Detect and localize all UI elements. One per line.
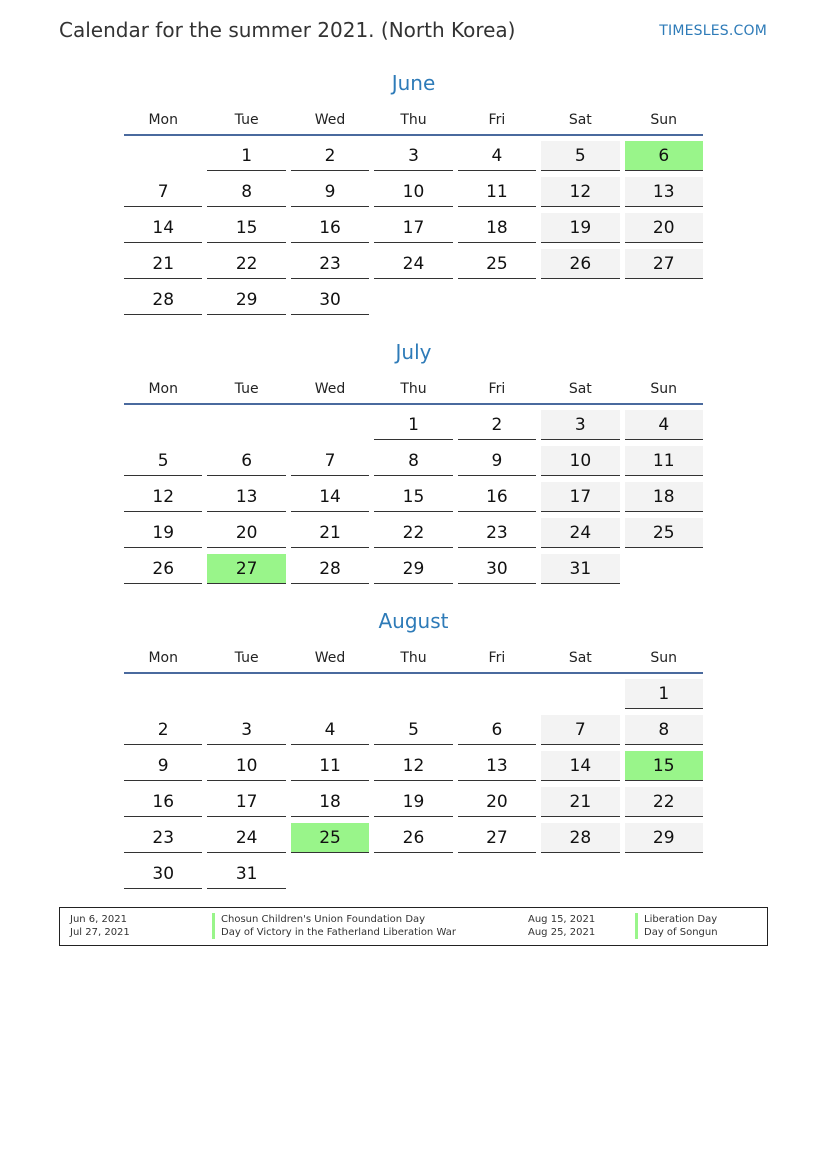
day-cell: 19 <box>541 213 619 243</box>
day-cell: 12 <box>541 177 619 207</box>
page-title: Calendar for the summer 2021. (North Korea) <box>59 18 516 42</box>
weekday-header-row <box>124 377 703 401</box>
day-cell: 16 <box>124 787 202 817</box>
day-cell: 23 <box>124 823 202 853</box>
day-cell: 27 <box>458 823 536 853</box>
day-cell: 24 <box>207 823 285 853</box>
header-divider <box>124 134 703 136</box>
weekday-label: Thu <box>400 650 427 666</box>
weekday-label: Mon <box>148 112 178 128</box>
month-august <box>124 607 703 895</box>
week-row <box>124 751 703 782</box>
day-cell: 30 <box>458 554 536 584</box>
week-row <box>124 715 703 746</box>
day-cell: 23 <box>458 518 536 548</box>
empty-day-cell <box>124 679 202 708</box>
legend-holiday-name: Day of Victory in the Fatherland Liberation War <box>212 926 456 939</box>
week-row <box>124 177 703 208</box>
day-cell: 21 <box>541 787 619 817</box>
day-cell: 15 <box>207 213 285 243</box>
day-cell-holiday: 15 <box>625 751 703 781</box>
week-row <box>124 554 703 585</box>
day-cell: 1 <box>374 410 452 440</box>
day-cell: 10 <box>207 751 285 781</box>
weekday-label: Mon <box>148 381 178 397</box>
week-row <box>124 141 703 172</box>
week-row <box>124 482 703 513</box>
header-divider <box>124 403 703 405</box>
day-cell: 22 <box>374 518 452 548</box>
day-cell: 5 <box>541 141 619 171</box>
holiday-legend <box>59 907 768 946</box>
weekday-label: Sat <box>568 381 592 397</box>
day-cell: 29 <box>207 285 285 315</box>
empty-day-cell <box>458 679 536 708</box>
week-row <box>124 249 703 280</box>
day-cell: 17 <box>207 787 285 817</box>
day-cell: 5 <box>124 446 202 476</box>
weekday-label: Fri <box>488 112 506 128</box>
month-june <box>124 69 703 321</box>
day-cell: 20 <box>458 787 536 817</box>
week-row <box>124 446 703 477</box>
day-cell-holiday: 27 <box>207 554 285 584</box>
weekday-label: Sun <box>650 112 678 128</box>
day-cell: 7 <box>124 177 202 207</box>
day-cell: 1 <box>207 141 285 171</box>
day-cell: 4 <box>458 141 536 171</box>
legend-date: Jul 27, 2021 <box>70 927 130 938</box>
weekday-label: Tue <box>234 112 259 128</box>
weekday-label: Tue <box>234 650 259 666</box>
day-cell: 25 <box>625 518 703 548</box>
day-cell: 14 <box>124 213 202 243</box>
week-row <box>124 213 703 244</box>
empty-day-cell <box>291 859 369 888</box>
day-cell: 6 <box>207 446 285 476</box>
day-cell: 1 <box>625 679 703 709</box>
empty-day-cell <box>207 410 285 439</box>
day-cell: 12 <box>124 482 202 512</box>
week-row <box>124 823 703 854</box>
empty-day-cell <box>124 410 202 439</box>
weekday-header-row <box>124 646 703 670</box>
day-cell: 26 <box>374 823 452 853</box>
day-cell: 20 <box>207 518 285 548</box>
day-cell: 29 <box>625 823 703 853</box>
weekday-label: Fri <box>488 650 506 666</box>
day-cell: 31 <box>541 554 619 584</box>
empty-day-cell <box>625 554 703 583</box>
weekday-label: Wed <box>314 381 346 397</box>
day-cell: 9 <box>124 751 202 781</box>
day-cell: 2 <box>291 141 369 171</box>
day-cell: 21 <box>124 249 202 279</box>
day-cell: 13 <box>625 177 703 207</box>
day-cell: 3 <box>541 410 619 440</box>
month-title: June <box>391 71 436 95</box>
day-cell-holiday: 25 <box>291 823 369 853</box>
empty-day-cell <box>291 679 369 708</box>
day-cell: 2 <box>458 410 536 440</box>
day-cell: 9 <box>458 446 536 476</box>
legend-date: Aug 15, 2021 <box>528 914 596 925</box>
day-cell: 29 <box>374 554 452 584</box>
weekday-label: Sat <box>568 650 592 666</box>
day-cell: 11 <box>458 177 536 207</box>
day-cell: 22 <box>207 249 285 279</box>
weekday-label: Tue <box>234 381 259 397</box>
weekday-label: Mon <box>148 650 178 666</box>
empty-day-cell <box>458 285 536 314</box>
legend-date: Jun 6, 2021 <box>70 914 127 925</box>
day-cell: 26 <box>541 249 619 279</box>
day-cell: 6 <box>458 715 536 745</box>
empty-day-cell <box>124 141 202 170</box>
day-cell: 17 <box>541 482 619 512</box>
week-row <box>124 679 703 710</box>
day-cell: 19 <box>374 787 452 817</box>
day-cell: 22 <box>625 787 703 817</box>
day-cell: 12 <box>374 751 452 781</box>
day-cell: 18 <box>291 787 369 817</box>
day-cell: 8 <box>625 715 703 745</box>
empty-day-cell <box>541 285 619 314</box>
day-cell: 23 <box>291 249 369 279</box>
day-cell: 2 <box>124 715 202 745</box>
empty-day-cell <box>625 859 703 888</box>
weekday-label: Wed <box>314 650 346 666</box>
week-row <box>124 787 703 818</box>
day-cell: 18 <box>458 213 536 243</box>
weekday-label: Thu <box>400 112 427 128</box>
empty-day-cell <box>458 859 536 888</box>
weekday-header-row <box>124 108 703 132</box>
day-cell: 13 <box>458 751 536 781</box>
day-cell: 24 <box>541 518 619 548</box>
day-cell: 13 <box>207 482 285 512</box>
week-row <box>124 410 703 441</box>
day-cell: 24 <box>374 249 452 279</box>
legend-holiday-name: Liberation Day <box>635 913 717 926</box>
day-cell: 17 <box>374 213 452 243</box>
day-cell: 28 <box>124 285 202 315</box>
day-cell: 25 <box>458 249 536 279</box>
legend-date: Aug 25, 2021 <box>528 927 596 938</box>
day-cell: 4 <box>291 715 369 745</box>
day-cell: 3 <box>374 141 452 171</box>
day-cell: 30 <box>291 285 369 315</box>
day-cell: 15 <box>374 482 452 512</box>
weekday-label: Sun <box>650 650 678 666</box>
month-july <box>124 338 703 590</box>
day-cell: 8 <box>374 446 452 476</box>
legend-holiday-name: Chosun Children's Union Foundation Day <box>212 913 425 926</box>
day-cell: 7 <box>291 446 369 476</box>
day-cell: 11 <box>625 446 703 476</box>
empty-day-cell <box>374 859 452 888</box>
weekday-label: Sat <box>568 112 592 128</box>
day-cell: 28 <box>291 554 369 584</box>
week-row <box>124 859 703 890</box>
header-divider <box>124 672 703 674</box>
day-cell: 14 <box>291 482 369 512</box>
site-brand-link[interactable]: TIMESLES.COM <box>659 23 767 39</box>
day-cell: 20 <box>625 213 703 243</box>
empty-day-cell <box>291 410 369 439</box>
empty-day-cell <box>541 679 619 708</box>
day-cell: 4 <box>625 410 703 440</box>
week-row <box>124 285 703 316</box>
day-cell: 11 <box>291 751 369 781</box>
legend-holiday-name: Day of Songun <box>635 926 718 939</box>
day-cell: 19 <box>124 518 202 548</box>
day-cell: 5 <box>374 715 452 745</box>
day-cell: 30 <box>124 859 202 889</box>
weekday-label: Wed <box>314 112 346 128</box>
day-cell: 27 <box>625 249 703 279</box>
day-cell: 3 <box>207 715 285 745</box>
day-cell: 18 <box>625 482 703 512</box>
weekday-label: Thu <box>400 381 427 397</box>
empty-day-cell <box>374 285 452 314</box>
day-cell: 9 <box>291 177 369 207</box>
day-cell: 31 <box>207 859 285 889</box>
month-title: August <box>378 609 449 633</box>
day-cell: 16 <box>458 482 536 512</box>
weekday-label: Fri <box>488 381 506 397</box>
weekday-label: Sun <box>650 381 678 397</box>
day-cell: 10 <box>374 177 452 207</box>
month-title: July <box>395 340 432 364</box>
day-cell: 8 <box>207 177 285 207</box>
empty-day-cell <box>625 285 703 314</box>
day-cell: 16 <box>291 213 369 243</box>
day-cell: 26 <box>124 554 202 584</box>
day-cell: 14 <box>541 751 619 781</box>
day-cell: 28 <box>541 823 619 853</box>
week-row <box>124 518 703 549</box>
day-cell-holiday: 6 <box>625 141 703 171</box>
empty-day-cell <box>207 679 285 708</box>
empty-day-cell <box>541 859 619 888</box>
day-cell: 10 <box>541 446 619 476</box>
day-cell: 7 <box>541 715 619 745</box>
empty-day-cell <box>374 679 452 708</box>
day-cell: 21 <box>291 518 369 548</box>
